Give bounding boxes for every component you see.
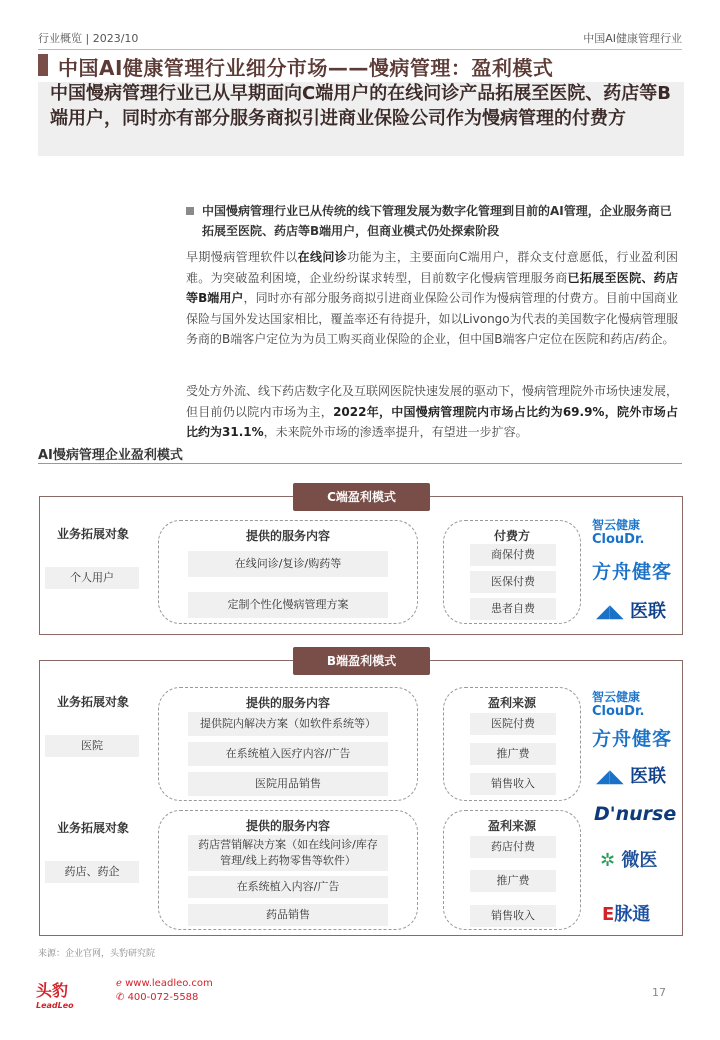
zhiyun-logo-en: ClouDr. (592, 532, 645, 547)
b-hospital-revenue-2: 推广费 (470, 743, 556, 765)
header-left: 行业概览 | 2023/10 (38, 32, 139, 45)
zhiyun-logo (592, 516, 644, 546)
maitong-logo-text: 脉通 (614, 904, 651, 925)
bullet-square-icon (186, 207, 194, 215)
header-right: 中国AI健康管理行业 (583, 32, 682, 45)
leadleo-logo-en: LeadLeo (36, 1001, 74, 1010)
c-payer-1: 商保付费 (470, 544, 556, 566)
header-divider (38, 49, 682, 50)
web-icon: ℯ (116, 978, 126, 989)
b-hospital-service-1: 提供院内解决方案（如软件系统等） (188, 712, 388, 736)
page-header (38, 30, 682, 48)
page-title-block (38, 52, 684, 80)
para1-bold-1: 在线问诊 (297, 250, 348, 264)
leadleo-logo-cn: 头豹 (36, 981, 69, 1000)
yilian-logo-b: ◢◣ 医联 (596, 766, 666, 787)
weiyi-logo-text: 微医 (621, 850, 658, 871)
b-hospital-service-3: 医院用品销售 (188, 772, 388, 796)
c-model-tag: C端盈利模式 (293, 483, 430, 511)
section-divider (38, 463, 682, 464)
b-pharmacy-revenue-title: 盈利来源 (487, 819, 536, 833)
b-hospital-revenue-3: 销售收入 (470, 773, 556, 795)
para1-text-2: 功能为主，主要面向C端用户，群众支付意愿低，行业盈利困难。为突破盈利困境，企业纷纷谋求转型，目前数字化慢病管理服务商 (186, 250, 678, 285)
paragraph-2 (186, 381, 678, 443)
key-point-text: 中国慢病管理行业已从传统的线下管理发展为数字化管理到目前的AI管理，企业服务商已拓展至医院、药店等B端用户，但商业模式仍处探索阶段 (202, 204, 672, 238)
para2-text-2: ，未来院外市场的渗透率提升，有望进一步扩容。 (263, 425, 528, 439)
weiyi-logo: ✲ 微医 (600, 850, 658, 871)
b-hospital-revenue-title: 盈利来源 (487, 696, 536, 710)
b-pharmacy-service-2: 在系统植入内容/广告 (188, 876, 388, 898)
zhiyun-logo-cn: 智云健康 (592, 518, 641, 532)
b-pharmacy-service-3: 药品销售 (188, 904, 388, 926)
b-hospital-revenue-1: 医院付费 (470, 713, 556, 735)
c-target-label: 业务拓展对象 (56, 527, 129, 541)
b-pharmacy-target: 药店、药企 (45, 861, 139, 883)
yilian-logo-text: 医联 (629, 601, 666, 622)
b-hospital-services-title: 提供的服务内容 (245, 696, 330, 710)
yilian-logo: ◢◣ 医联 (596, 601, 666, 622)
para1-bold-2: 已拓展至医院、药店等B端用户 (186, 270, 678, 305)
c-payer-title: 付费方 (493, 529, 530, 543)
para2-text-1: 受处方外流、线下药店数字化及互联网医院快速发展的驱动下，慢病管理院外市场快速发展，但目前仍以院内市场为主， (186, 384, 679, 419)
yilian-logo-b-text: 医联 (629, 766, 666, 787)
section-label: AI慢病管理企业盈利模式 (38, 448, 183, 463)
b-pharmacy-service-1: 药店营销解决方案（如在线问诊/库存管理/线上药物零售等软件） (188, 835, 388, 871)
c-payer-2: 医保付费 (470, 571, 556, 593)
b-pharmacy-target-label: 业务拓展对象 (56, 821, 129, 835)
b-pharmacy-services-title: 提供的服务内容 (245, 819, 330, 833)
zhiyun-logo-b (592, 688, 644, 718)
c-payer-3: 患者自费 (470, 598, 556, 620)
phone-icon: ✆ (116, 992, 128, 1003)
c-service-1: 在线问诊/复诊/购药等 (188, 551, 388, 577)
leadleo-logo (36, 978, 74, 1010)
c-services-title: 提供的服务内容 (245, 529, 330, 543)
footer-contact (116, 977, 213, 1005)
key-point (186, 201, 678, 241)
maitong-logo: E脉通 (602, 904, 651, 925)
b-hospital-target-label: 业务拓展对象 (56, 695, 129, 709)
c-service-2: 定制个性化慢病管理方案 (188, 592, 388, 618)
b-model-tag: B端盈利模式 (293, 647, 430, 675)
c-target: 个人用户 (45, 567, 139, 589)
page-subtitle: 中国慢病管理行业已从早期面向C端用户的在线问诊产品拓展至医院、药店等B端用户，同时亦有部分服务商拟引进商业保险公司作为慢病管理的付费方 (38, 82, 684, 156)
page-number: 17 (652, 986, 666, 999)
dnurse-logo: D'nurse (594, 803, 677, 825)
paragraph-1 (186, 247, 678, 350)
para2-bold-1: 2022年，中国慢病管理院内市场占比约为69.9%，院外市场占比约为31.1% (186, 404, 678, 439)
page-title: 中国AI健康管理行业细分市场——慢病管理：盈利模式 (58, 56, 554, 80)
footer-website[interactable]: www.leadleo.com (125, 978, 213, 989)
fangzhou-logo-b: 方舟健客 (592, 728, 673, 750)
b-pharmacy-revenue-3: 销售收入 (470, 905, 556, 927)
para1-text-3: ，同时亦有部分服务商拟引进商业保险公司作为慢病管理的付费方。目前中国商业保险与国外发达国家相比，覆盖率还有待提升，如以Livongo为代表的美国数字化慢病管理服务商的B端客户定位为为员工购买商业保险的企业，但中国B端客户定位在医院和药店/药企。 (186, 291, 678, 346)
title-accent-bar (38, 54, 48, 76)
footer-phone: 400-072-5588 (127, 992, 199, 1003)
source-note: 来源：企业官网，头豹研究院 (38, 949, 156, 959)
para1-text-1: 早期慢病管理软件以 (186, 250, 298, 264)
zhiyun-logo-b-cn: 智云健康 (592, 690, 641, 704)
zhiyun-logo-b-en: ClouDr. (592, 704, 645, 719)
b-hospital-service-2: 在系统植入医疗内容/广告 (188, 742, 388, 766)
b-pharmacy-revenue-1: 药店付费 (470, 836, 556, 858)
fangzhou-logo: 方舟健客 (592, 561, 673, 583)
b-hospital-target: 医院 (45, 735, 139, 757)
b-pharmacy-revenue-2: 推广费 (470, 870, 556, 892)
